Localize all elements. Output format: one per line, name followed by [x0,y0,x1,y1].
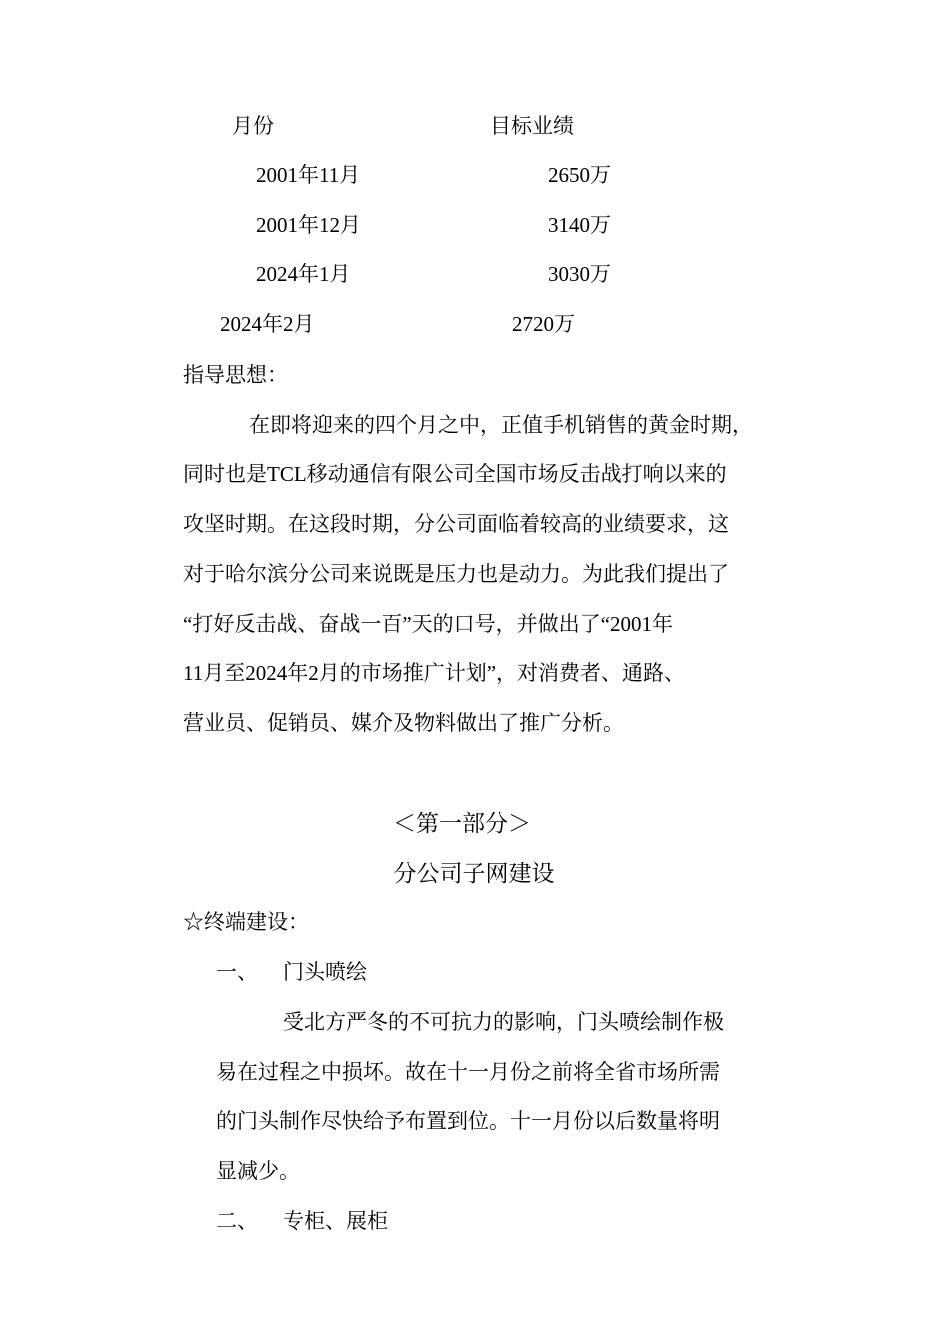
part-title: 分公司子网建设 [393,861,555,887]
guiding-paragraph-line: 对于哈尔滨分公司来说既是压力也是动力。为此我们提出了 [183,562,729,586]
table-cell-month: 2024年2月 [220,312,315,336]
guiding-paragraph-line: 同时也是TCL移动通信有限公司全国市场反击战打响以来的 [183,462,727,486]
table-cell-target: 2650万 [548,163,611,187]
table-header-month: 月份 [232,114,274,138]
guiding-label: 指导思想： [183,363,288,387]
table-cell-month: 2001年11月 [256,163,361,187]
guiding-paragraph-line: 11月至2024年2月的市场推广计划”，对消费者、通路、 [183,661,686,685]
item-title: 专柜、展柜 [283,1209,388,1233]
item-title: 门头喷绘 [283,960,367,984]
table-cell-target: 2720万 [512,312,575,336]
table-header-target: 目标业绩 [490,114,574,138]
table-cell-month: 2001年12月 [256,213,361,237]
item-number: 二、 [216,1209,258,1233]
guiding-paragraph-line: 在即将迎来的四个月之中，正值手机销售的黄金时期， [249,413,753,437]
item-paragraph-line: 的门头制作尽快给予布置到位。十一月份以后数量将明 [216,1109,720,1133]
item-number: 一、 [216,960,258,984]
item-paragraph-line: 受北方严冬的不可抗力的影响，门头喷绘制作极 [283,1010,724,1034]
terminal-label: ☆终端建设： [183,910,309,934]
item-paragraph-line: 易在过程之中损坏。故在十一月份之前将全省市场所需 [216,1060,720,1084]
part-number: ＜第一部分＞ [393,811,531,837]
table-cell-target: 3030万 [548,262,611,286]
table-cell-month: 2024年1月 [256,262,351,286]
table-cell-target: 3140万 [548,213,611,237]
guiding-paragraph-line: 攻坚时期。在这段时期，分公司面临着较高的业绩要求，这 [183,512,729,536]
guiding-paragraph-line: “打好反击战、奋战一百”天的口号，并做出了“2001年 [183,612,673,636]
item-paragraph-line: 显减少。 [216,1159,300,1183]
guiding-paragraph-line: 营业员、促销员、媒介及物料做出了推广分析。 [183,711,624,735]
